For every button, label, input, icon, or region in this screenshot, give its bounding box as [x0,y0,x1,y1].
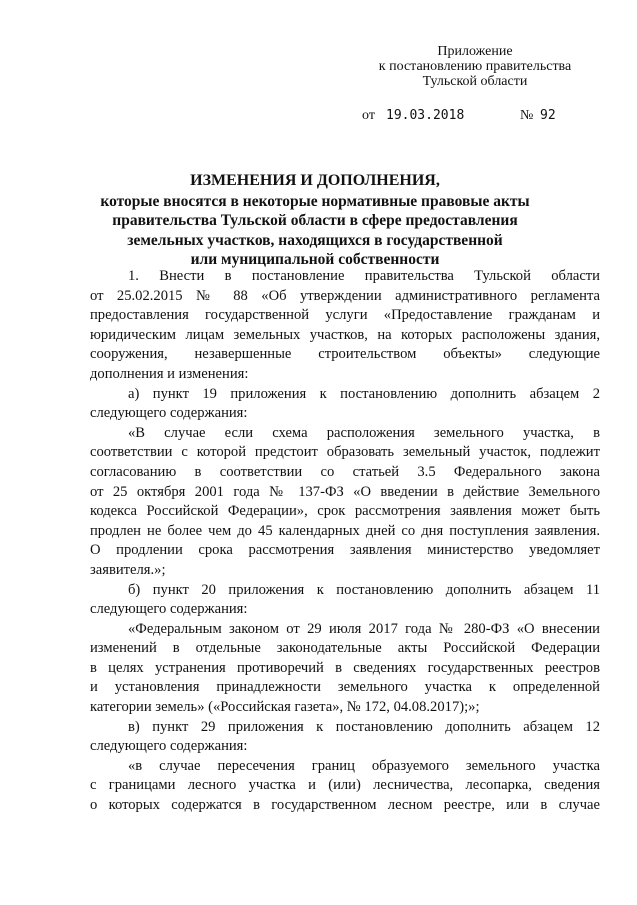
document-date: 19.03.2018 [386,108,465,123]
body-line: предоставления государственной услуги «Предоставление гражданам и [90,307,600,324]
body-line: О продлении срока рассмотрения заявления министерство уведомляет [90,542,600,559]
body-line: изменений в отдельные законодательные акты Российской Федерации [90,640,600,657]
body-line: 1. Внести в постановление правительства Тульской области [128,268,600,284]
body-line: следующего содержания: [90,738,248,755]
body-line: от 25 октября 2001 года № 137-ФЗ «О введении в действие Земельного [90,483,600,500]
body-line: а) пункт 19 приложения к постановлению дополнить абзацем 2 [128,385,600,402]
body-line: следующего содержания: [90,601,248,618]
body-line: о которых содержатся в государственном лесном реестре, или в случае [90,797,600,814]
document-title [80,171,550,270]
title-subline: которые вносятся в некоторые нормативные правовые акты [100,192,530,210]
body-line: в целях устранения противоречий в сведениях государственных реестров [90,659,600,676]
body-line: заявителя.»; [90,561,166,578]
title-subline: земельных участков, находящихся в государственной [127,231,503,249]
body-line: «в случае пересечения границ образуемого земельного участка [128,757,600,774]
body-line: продлен не более чем до 45 календарных дней со дня поступления заявления. [90,522,600,539]
appendix-header [360,44,590,89]
date-prefix: от [362,108,375,123]
title-main: ИЗМЕНЕНИЯ И ДОПОЛНЕНИЯ, [190,172,440,189]
body-line: следующего содержания: [90,405,248,422]
document-number: 92 [540,108,556,123]
appendix-line: Приложение [437,44,513,59]
body-line: категории земель» («Российская газета», № 172, 04.08.2017);»; [90,699,480,716]
body-line: дополнения и изменения: [90,365,249,382]
body-line: от 25.02.2015 № 88 «Об утверждении административного регламента [90,287,600,304]
document-body [90,267,600,816]
appendix-line: к постановлению правительства [378,59,572,74]
title-subline: или муниципальной собственности [190,251,440,268]
body-line: согласованию в соответствии со статьей 3.5 Федерального закона [90,463,600,480]
body-line: сооружения, незавершенные строительством объекты» следующие [90,346,600,363]
body-line: с границами лесного участка и (или) лесничества, лесопарка, сведения [90,777,600,794]
title-subline: правительства Тульской области в сфере предоставления [112,212,518,229]
date-number-line [0,108,637,126]
body-line: соответствии с которой предстоит образовать земельный участок, подлежит [90,444,600,461]
appendix-line: Тульской области [422,74,528,89]
body-line: в) пункт 29 приложения к постановлению дополнить абзацем 12 [128,718,600,735]
number-sign: № [520,108,534,123]
body-line: «В случае если схема расположения земельного участка, в [128,424,600,441]
body-line: «Федеральным законом от 29 июля 2017 года № 280-ФЗ «О внесении [128,620,600,637]
body-line: б) пункт 20 приложения к постановлению дополнить абзацем 11 [128,581,600,598]
body-line: кодекса Российской Федерации», срок рассмотрения заявления может быть [90,503,600,520]
body-line: и установления принадлежности земельного участка к определенной [90,679,600,696]
body-line: юридическим лицам земельных участков, на которых расположены здания, [90,326,600,343]
